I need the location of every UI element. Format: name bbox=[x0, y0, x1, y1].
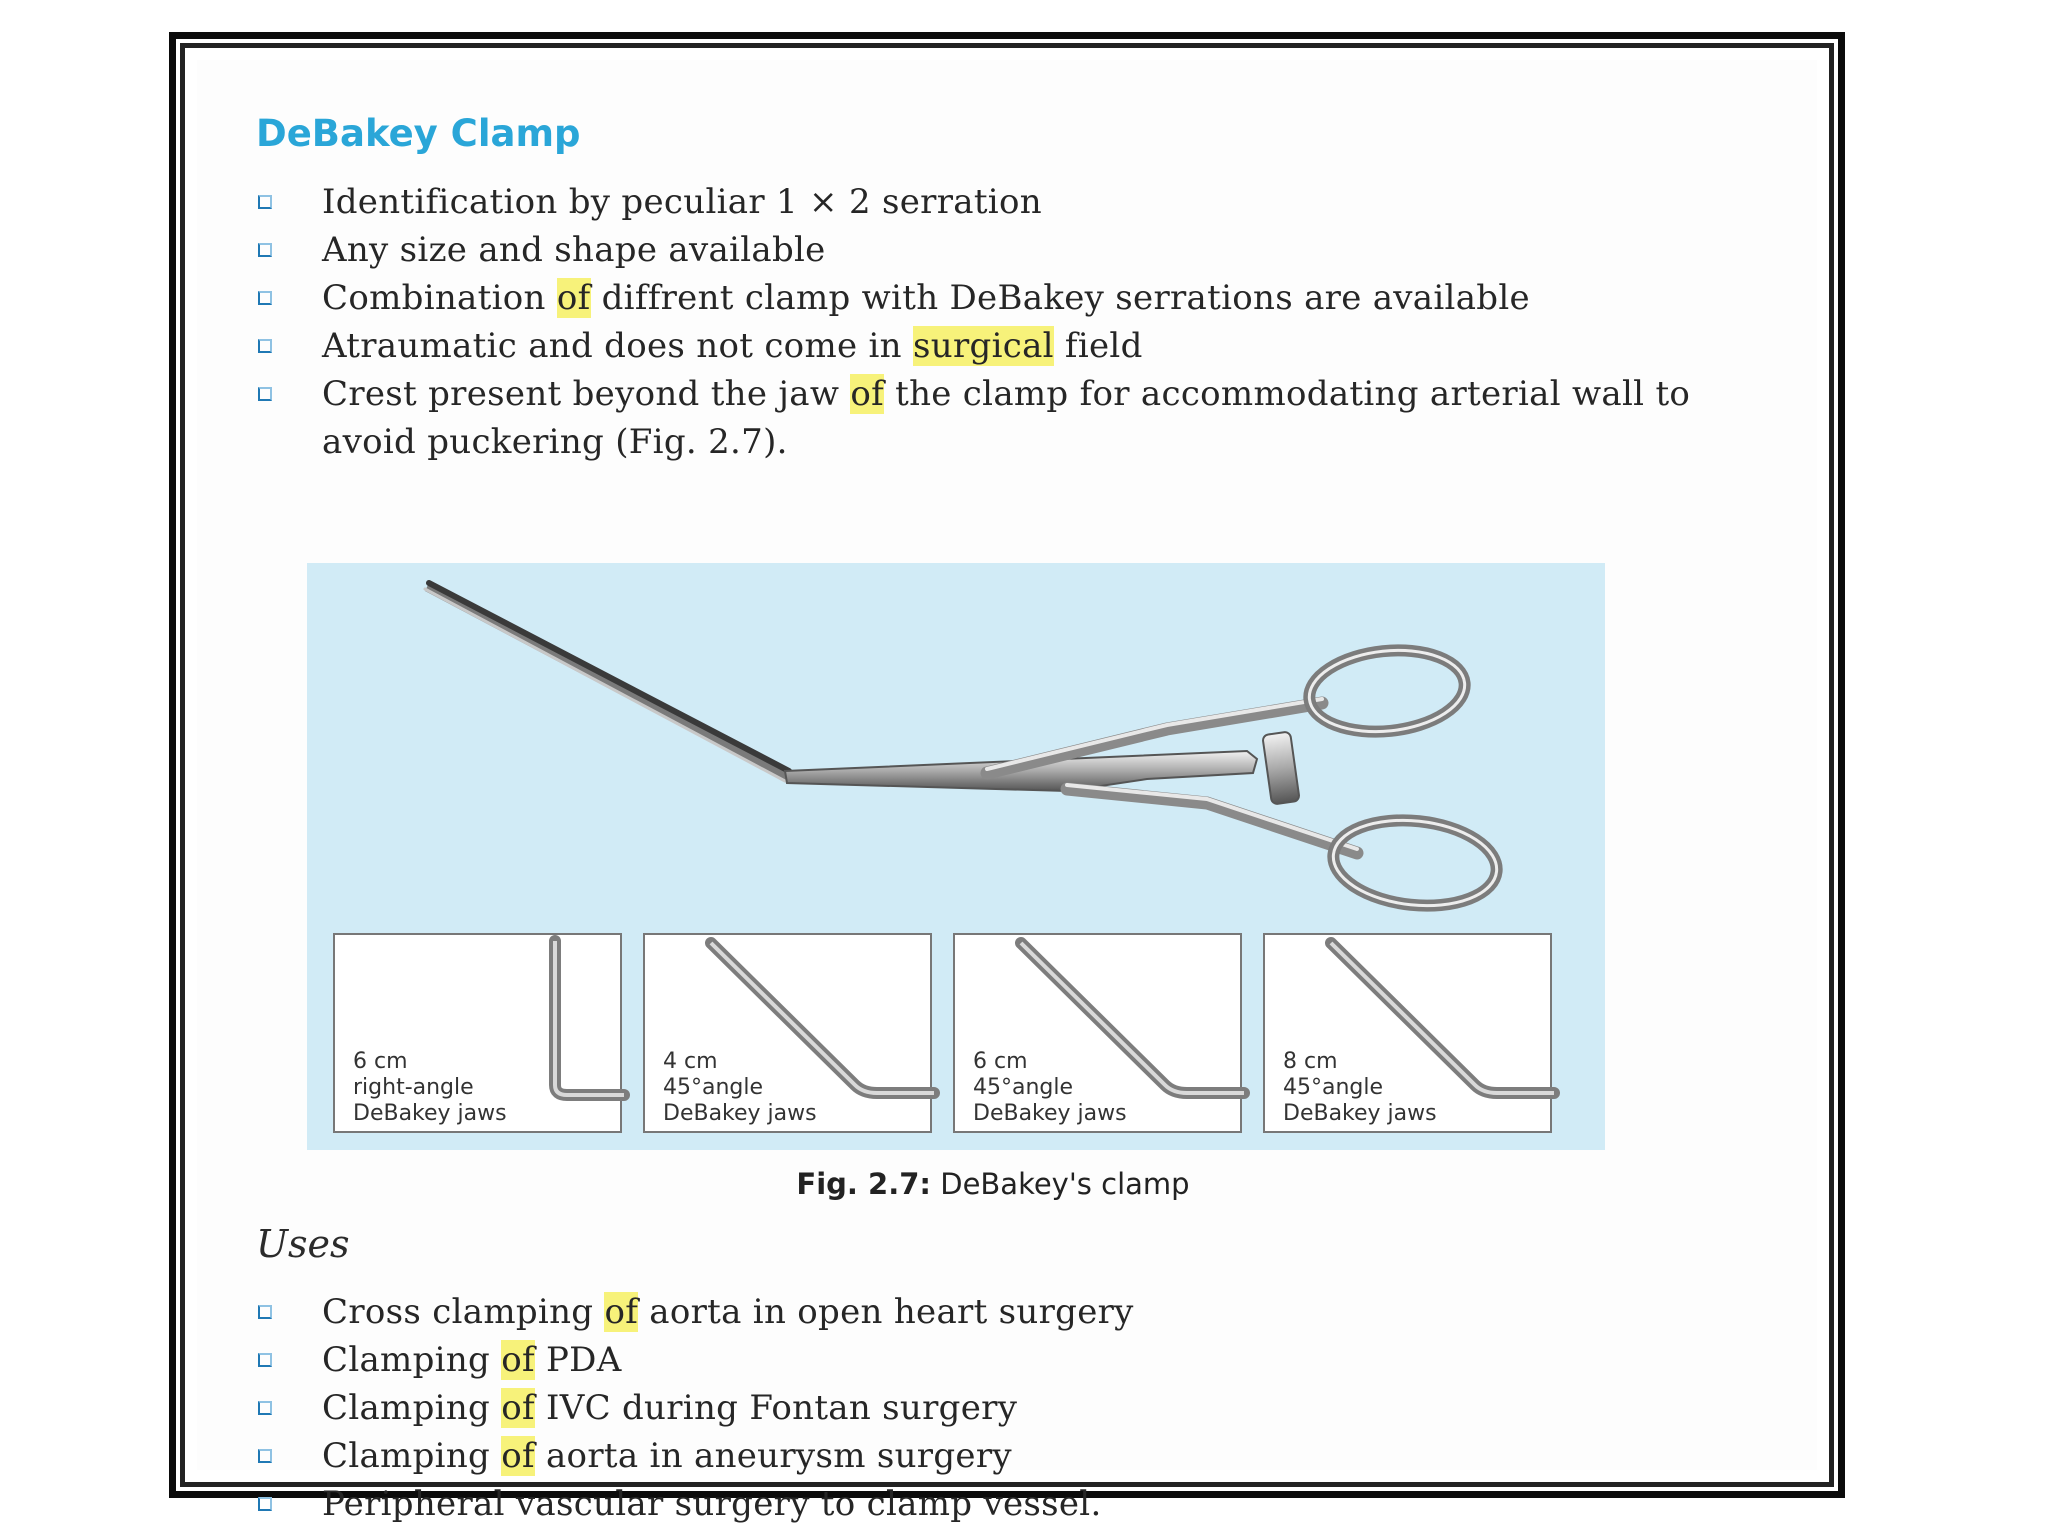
item-text: field bbox=[1053, 326, 1143, 366]
checkbox-bullet-icon bbox=[258, 339, 272, 353]
checkbox-bullet-icon bbox=[258, 1449, 272, 1463]
item-text: aorta in open heart surgery bbox=[638, 1292, 1134, 1332]
item-text: Combination bbox=[322, 278, 557, 318]
figure-caption-label: Fig. 2.7: bbox=[796, 1167, 932, 1201]
jaw-variant-jaws: DeBakey jaws bbox=[663, 1101, 817, 1126]
highlighted-text: of bbox=[850, 374, 884, 414]
item-text: Any size and shape available bbox=[322, 230, 826, 270]
item-text: PDA bbox=[534, 1340, 622, 1380]
jaw-variant-angle: 45°angle bbox=[973, 1075, 1074, 1100]
checkbox-bullet-icon bbox=[258, 1497, 272, 1511]
highlighted-text: of bbox=[556, 278, 591, 318]
use-item bbox=[256, 1432, 1716, 1480]
feature-item bbox=[256, 226, 1716, 274]
jaw-variant-panel bbox=[953, 933, 1242, 1133]
figure-caption-text: DeBakey's clamp bbox=[931, 1167, 1190, 1201]
item-text: diffrent clamp with DeBakey serrations are available bbox=[590, 278, 1530, 318]
checkbox-bullet-icon bbox=[258, 291, 272, 305]
jaw-variant-label bbox=[973, 1049, 1127, 1127]
item-text: Cross clamping bbox=[322, 1292, 605, 1332]
checkbox-bullet-icon bbox=[258, 1401, 272, 1415]
feature-item bbox=[256, 178, 1716, 226]
page-frame bbox=[169, 32, 1845, 1524]
feature-item bbox=[256, 322, 1716, 370]
use-item bbox=[256, 1384, 1716, 1432]
jaw-variant-jaws: DeBakey jaws bbox=[973, 1101, 1127, 1126]
feature-item bbox=[256, 274, 1716, 322]
jaw-variant-size: 8 cm bbox=[1283, 1049, 1338, 1074]
jaw-variant-size: 4 cm bbox=[663, 1049, 718, 1074]
jaw-variant-size: 6 cm bbox=[973, 1049, 1028, 1074]
highlighted-text: of bbox=[501, 1388, 535, 1428]
checkbox-bullet-icon bbox=[258, 1353, 272, 1367]
item-text: Identification by peculiar 1 × 2 serration bbox=[322, 182, 1042, 222]
feature-item bbox=[256, 370, 1716, 466]
section-title: DeBakey Clamp bbox=[256, 112, 581, 155]
item-text: Clamping bbox=[322, 1436, 502, 1476]
jaw-variant-jaws: DeBakey jaws bbox=[353, 1101, 507, 1126]
jaw-variant-label bbox=[663, 1049, 817, 1127]
debakey-clamp-illustration bbox=[307, 563, 1605, 933]
feature-list bbox=[256, 178, 1716, 466]
jaw-variant-angle: 45°angle bbox=[663, 1075, 764, 1100]
uses-heading: Uses bbox=[256, 1222, 350, 1266]
jaw-variant-jaws: DeBakey jaws bbox=[1283, 1101, 1437, 1126]
highlighted-text: of bbox=[501, 1436, 535, 1476]
jaw-variant-panel bbox=[333, 933, 622, 1133]
use-item bbox=[256, 1288, 1716, 1336]
item-text: Clamping bbox=[322, 1340, 502, 1380]
checkbox-bullet-icon bbox=[258, 195, 272, 209]
textbook-page bbox=[197, 60, 1817, 1524]
jaw-variant-size: 6 cm bbox=[353, 1049, 408, 1074]
highlighted-text: of bbox=[501, 1340, 535, 1380]
item-text: aorta in aneurysm surgery bbox=[534, 1436, 1012, 1476]
uses-list bbox=[256, 1288, 1716, 1528]
use-item bbox=[256, 1336, 1716, 1384]
checkbox-bullet-icon bbox=[258, 243, 272, 257]
checkbox-bullet-icon bbox=[258, 387, 272, 401]
jaw-variant-panel bbox=[1263, 933, 1552, 1133]
item-text: Clamping bbox=[322, 1388, 502, 1428]
item-text: Crest present beyond the jaw bbox=[322, 374, 851, 414]
highlighted-text: of bbox=[604, 1292, 639, 1332]
jaw-variant-angle: right-angle bbox=[353, 1075, 474, 1100]
jaw-variant-angle: 45°angle bbox=[1283, 1075, 1384, 1100]
jaw-variant-label bbox=[353, 1049, 507, 1127]
clamp-figure bbox=[307, 563, 1605, 1150]
use-item bbox=[256, 1480, 1716, 1528]
jaw-variant-label bbox=[1283, 1049, 1437, 1127]
highlighted-text: surgical bbox=[913, 326, 1054, 366]
item-text: Atraumatic and does not come in bbox=[322, 326, 913, 366]
jaw-variant-panel bbox=[643, 933, 932, 1133]
item-text: IVC during Fontan surgery bbox=[534, 1388, 1018, 1428]
item-text: the clamp for accommodating arterial wall to avoid puckering (Fig. 2.7). bbox=[322, 374, 1691, 462]
item-text: Peripheral vascular surgery to clamp vessel. bbox=[322, 1484, 1102, 1524]
figure-caption bbox=[197, 1167, 1789, 1201]
checkbox-bullet-icon bbox=[258, 1305, 272, 1319]
